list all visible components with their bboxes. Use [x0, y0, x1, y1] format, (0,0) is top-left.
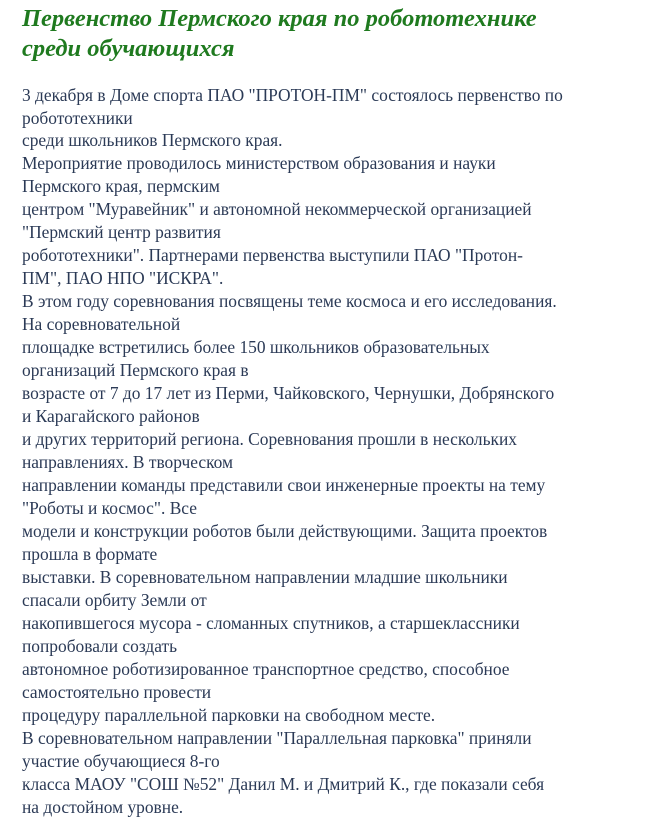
body-line: организаций Пермского края в [22, 360, 249, 380]
body-line: и других территорий региона. Соревнования прошли в нескольких [22, 429, 517, 449]
body-line: спасали орбиту Земли от [22, 590, 207, 610]
body-line: направлениях. В творческом [22, 452, 234, 472]
body-line: Мероприятие проводилось министерством образования и науки [22, 153, 496, 173]
body-line: попробовали создать [22, 636, 178, 656]
body-line: и Карагайского районов [22, 406, 200, 426]
body-line: самостоятельно провести [22, 682, 212, 702]
body-line: процедуру параллельной парковки на свободном месте. [22, 705, 436, 725]
body-line: 3 декабря в Доме спорта ПАО "ПРОТОН-ПМ" состоялось первенство по [22, 85, 563, 105]
body-line: "Пермский центр развития [22, 222, 221, 242]
article-title-line: среди обучающихся [22, 35, 235, 62]
body-line: класса МАОУ "СОШ №52" Данил М. и Дмитрий К., где показали себя [22, 774, 545, 794]
body-line: на достойном уровне. [22, 797, 184, 817]
body-line: возрасте от 7 до 17 лет из Перми, Чайковского, Чернушки, Добрянского [22, 383, 555, 403]
body-line: направлении команды представили свои инженерные проекты на тему [22, 475, 546, 495]
body-line: среди школьников Пермского края. [22, 130, 283, 150]
body-line: участие обучающиеся 8-го [22, 751, 220, 771]
body-line: робототехники". Партнерами первенства выступили ПАО "Протон- [22, 245, 523, 265]
body-line: На соревновательной [22, 314, 181, 334]
body-line: автономное роботизированное транспортное средство, способное [22, 659, 510, 679]
body-line: В соревновательном направлении "Параллельная парковка" приняли [22, 728, 532, 748]
body-line: накопившегося мусора - сломанных спутников, а старшеклассники [22, 613, 520, 633]
body-line: "Роботы и космос". Все [22, 498, 197, 518]
body-line: ПМ", ПАО НПО "ИСКРА". [22, 268, 224, 288]
body-line: выставки. В соревновательном направлении младшие школьники [22, 567, 508, 587]
body-line: центром "Муравейник" и автономной некоммерческой организацией [22, 199, 532, 219]
body-line: В этом году соревнования посвящены теме космоса и его исследования. [22, 291, 557, 311]
body-line: Пермского края, пермским [22, 176, 220, 196]
body-line: прошла в формате [22, 544, 158, 564]
article-body [22, 84, 654, 819]
body-line: площадке встретились более 150 школьников образовательных [22, 337, 490, 357]
article-title [22, 4, 642, 64]
body-line: модели и конструкции роботов были действующими. Защита проектов [22, 521, 548, 541]
article-title-line: Первенство Пермского края по робототехнике [22, 5, 537, 32]
body-line: робототехники [22, 108, 133, 128]
